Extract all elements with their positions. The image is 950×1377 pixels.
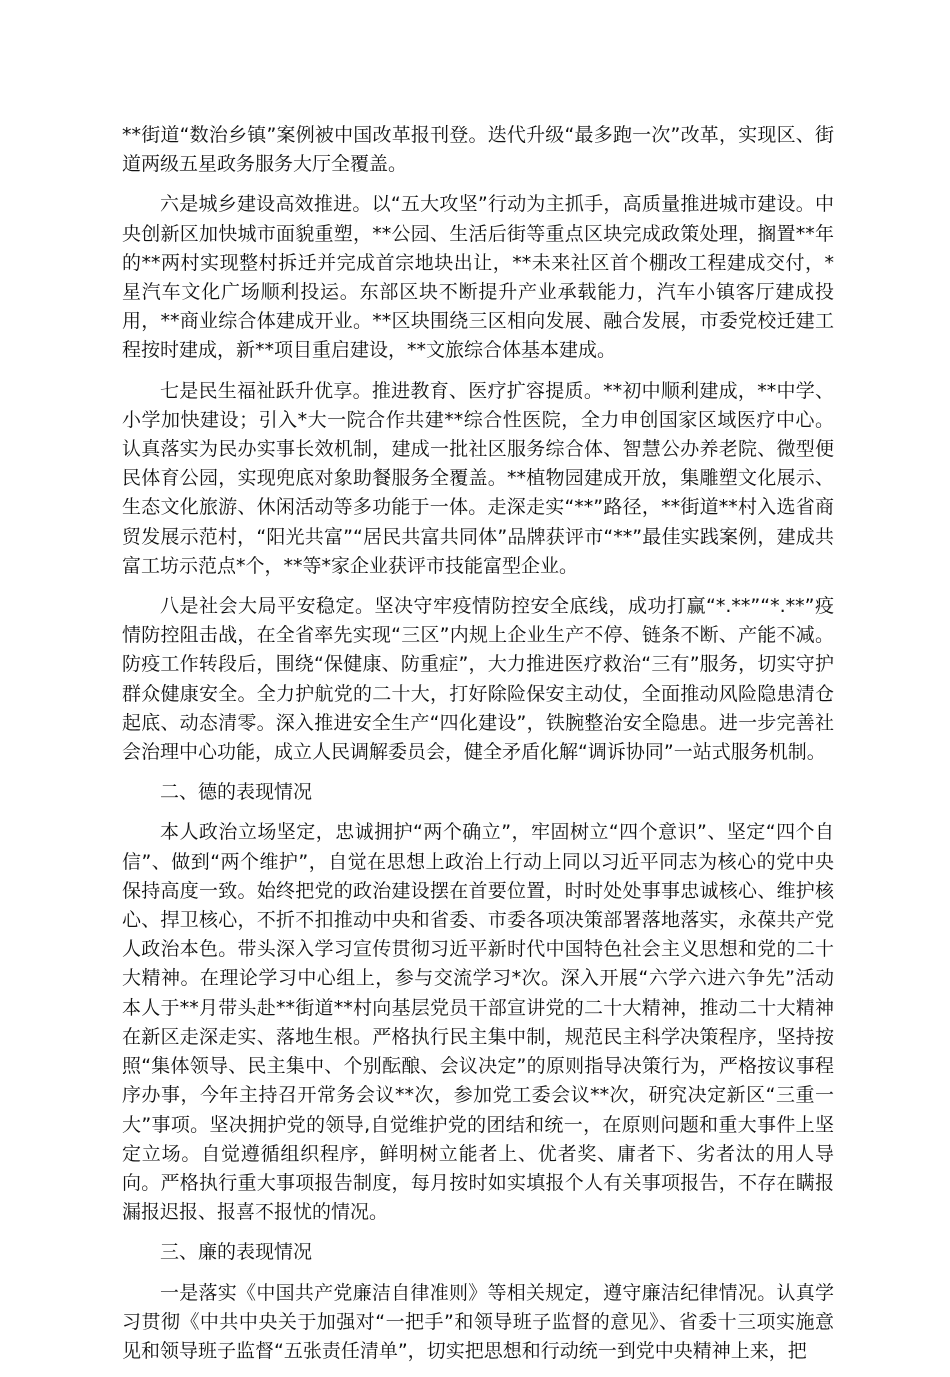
paragraph-continuation: **街道“数治乡镇”案例被中国改革报刊登。迭代升级“最多跑一次”改革，实现区、街道两级五星政务服务大厅全覆盖。 [122,124,834,176]
section-heading-integrity: 三、廉的表现情况 [160,1241,313,1264]
paragraph-urban-rural-construction: 六是城乡建设高效推进。以“五大攻坚”行动为主抓手，高质量推进城市建设。中央创新区加快城市面貌重塑，**公园、生活后街等重点区块完成政策处理，搁置**年的**两村实现整村拆迁并完成首宗地块出让，**未来社区首个棚改工程建成交付，*星汽车文化广场顺利投运。东部区块不断提升产业承载能力，汽车小镇客厅建成投用，**商业综合体建成开业。**区块围绕三区相向发展、融合发展，市委党校迁建工程按时建成，新**项目重启建设，**文旅综合体基本建成。 [122,193,834,362]
section-heading-morality: 二、德的表现情况 [160,781,313,804]
paragraph-social-stability: 八是社会大局平安稳定。坚决守牢疫情防控安全底线，成功打赢“*.**”“*.**”疫情防控阻击战，在全省率先实现“三区”内规上企业生产不停、链条不断、产能不减。防疫工作转段后，围绕“保健康、防重症”，大力推进医疗救治“三有”服务，切实守护群众健康安全。全力护航党的二十大，打好除险保安主动仗，全面推动风险隐患清仓起底、动态清零。深入推进安全生产“四化建设”，铁腕整治安全隐患。进一步完善社会治理中心功能，成立人民调解委员会，健全矛盾化解“调诉协同”一站式服务机制。 [122,595,834,764]
paragraph-livelihood: 七是民生福祉跃升优享。推进教育、医疗扩容提质。**初中顺利建成，**中学、小学加快建设；引入*大一院合作共建**综合性医院，全力申创国家区域医疗中心。认真落实为民办实事长效机制，建成一批社区服务综合体、智慧公办养老院、微型便民体育公园，实现兜底对象助餐服务全覆盖。**植物园建成开放，集雕塑文化展示、生态文化旅游、休闲活动等多功能于一体。走深走实“**”路径，**街道**村入选省商贸发展示范村，“阳光共富”“居民共富共同体”品牌获评市“**”最佳实践案例，建成共富工坊示范点*个，**等*家企业获评市技能富型企业。 [122,379,834,577]
paragraph-morality: 本人政治立场坚定，忠诚拥护“两个确立”，牢固树立“四个意识”、坚定“四个自信”、做到“两个维护”，自觉在思想上政治上行动上同以习近平同志为核心的党中央保持高度一致。始终把党的政治建设摆在首要位置，时时处处事事忠诚核心、维护核心、捍卫核心，不折不扣推动中央和省委、市委各项决策部署落地落实，永葆共产党人政治本色。带头深入学习宣传贯彻习近平新时代中国特色社会主义思想和党的二十大精神。在理论学习中心组上，参与交流学习*次。深入开展“六学六进六争先”活动本人于**月带头赴**街道**村向基层党员干部宣讲党的二十大精神，推动二十大精神在新区走深走实、落地生根。严格执行民主集中制，规范民主科学决策程序，坚持按照“集体领导、民主集中、个别酝酿、会议决定”的原则指导决策行为，严格按议事程序办事，今年主持召开常务会议**次，参加党工委会议**次，研究决定新区“三重一大”事项。坚决拥护党的领导,自觉维护党的团结和统一，在原则问题和重大事件上坚定立场。自觉遵循组织程序，鲜明树立能者上、优者奖、庸者下、劣者汰的用人导向。严格执行重大事项报告制度，每月按时如实填报个人有关事项报告，不存在瞒报漏报迟报、报喜不报忧的情况。 [122,821,834,1224]
paragraph-integrity: 一是落实《中国共产党廉洁自律准则》等相关规定，遵守廉洁纪律情况。认真学习贯彻《中共中央关于加强对“一把手”和领导班子监督的意见》、省委十三项实施意见和领导班子监督“五张责任清单”，切实把思想和行动统一到党中央精神上来，把 [122,1281,834,1362]
document-page [122,121,834,1377]
